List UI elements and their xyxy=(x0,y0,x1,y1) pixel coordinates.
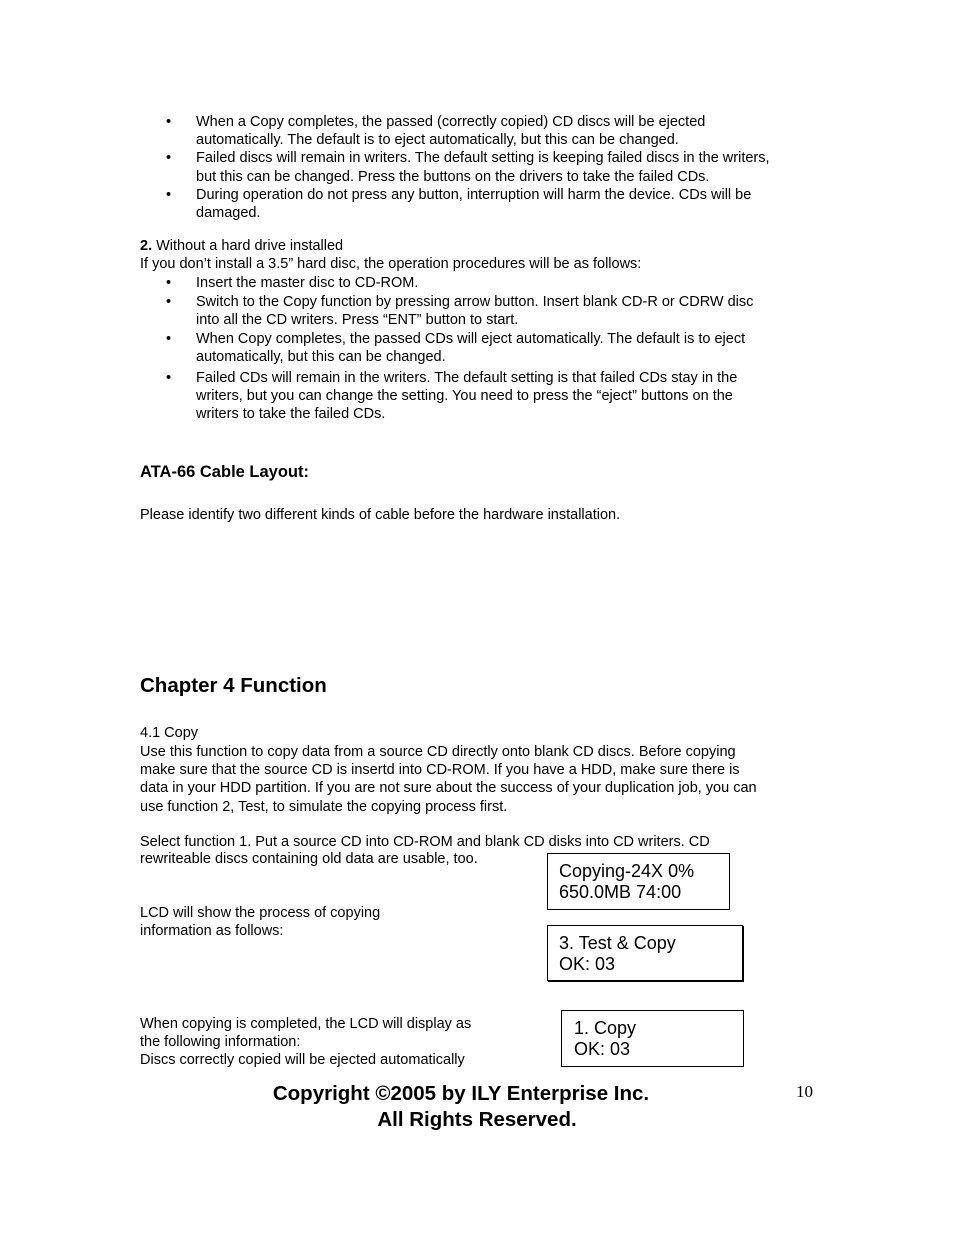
bullet-icon: • xyxy=(166,150,172,167)
copy-description xyxy=(140,743,757,816)
cable-text: Please identify two different kinds of cable before the hardware installation. xyxy=(140,507,621,523)
bullet-icon: • xyxy=(166,330,172,347)
paragraph-line: rewriteable discs containing old data are usable, too. xyxy=(140,851,478,868)
paragraph-line: Discs correctly copied will be ejected automatically xyxy=(140,1052,465,1069)
section-number: 2. xyxy=(140,238,153,254)
cable-heading: ATA-66 Cable Layout: xyxy=(140,463,309,481)
paragraph-line: Use this function to copy data from a source CD directly onto blank CD discs. Before copying xyxy=(140,744,736,760)
list-item-text: Switch to the Copy function by pressing arrow button. Insert blank CD-R or CDRW disc xyxy=(196,294,754,311)
list-item-text: When Copy completes, the passed CDs will eject automatically. The default is to eject xyxy=(196,330,746,347)
lcd-line: 1. Copy xyxy=(574,1018,637,1038)
paragraph-line: make sure that the source CD is insertd into CD-ROM. If you have a HDD, make sure there is xyxy=(140,762,740,779)
completion-text xyxy=(140,1015,471,1070)
bullet-icon: • xyxy=(166,294,172,311)
lcd-test-copy-screen xyxy=(547,925,743,981)
list-item-text: writers, but you can change the setting. You need to press the “eject” buttons on the xyxy=(196,388,733,405)
list-item xyxy=(140,149,840,185)
lcd-line: 650.0MB 74:00 xyxy=(559,882,682,902)
section-2-intro: If you don’t install a 3.5” hard disc, the operation procedures will be as follows: xyxy=(140,256,642,272)
section-2-bullet-list xyxy=(140,274,840,424)
list-item xyxy=(140,274,840,292)
section-title: Without a hard drive installed xyxy=(152,238,344,254)
lcd-line: 3. Test & Copy xyxy=(559,933,676,953)
list-item-text: Insert the master disc to CD-ROM. xyxy=(196,275,419,291)
lcd-copying-screen xyxy=(547,853,730,910)
paragraph-line: information as follows: xyxy=(140,923,284,940)
list-item-text: automatically. The default is to eject automatically, but this can be changed. xyxy=(196,132,679,149)
list-item xyxy=(140,330,840,366)
bullet-icon: • xyxy=(166,275,172,291)
list-item xyxy=(140,186,840,222)
list-item-text: During operation do not press any button, interruption will harm the device. CDs will be xyxy=(196,186,752,203)
paragraph-line: When copying is completed, the LCD will display as xyxy=(140,1016,472,1032)
list-item xyxy=(140,113,840,149)
list-item-text: into all the CD writers. Press “ENT” button to start. xyxy=(196,312,519,329)
bullet-icon: • xyxy=(166,186,172,203)
bullet-icon: • xyxy=(166,114,172,130)
chapter-title: Chapter 4 Function xyxy=(140,674,327,697)
lcd-line: OK: 03 xyxy=(574,1039,631,1059)
list-item-text: automatically, but this can be changed. xyxy=(196,348,446,365)
rights-line: All Rights Reserved. xyxy=(377,1108,577,1131)
list-item-text: Failed discs will remain in writers. The default setting is keeping failed discs in the writers, xyxy=(196,150,770,167)
top-bullet-list xyxy=(140,113,840,222)
paragraph-line: LCD will show the process of copying xyxy=(140,905,381,921)
copyright-line: Copyright ©2005 by ILY Enterprise Inc. xyxy=(272,1082,650,1105)
list-item-text: damaged. xyxy=(196,205,261,222)
lcd-line: Copying-24X 0% xyxy=(559,861,695,881)
bullet-icon: • xyxy=(166,370,172,387)
page-number: 10 xyxy=(796,1082,813,1101)
lcd-copy-complete-screen xyxy=(561,1010,744,1067)
list-item-text: Failed CDs will remain in the writers. The default setting is that failed CDs stay in the xyxy=(196,370,738,387)
paragraph-line: data in your HDD partition. If you are not sure about the success of your duplication job, you can xyxy=(140,780,757,797)
section-2-heading xyxy=(140,237,343,255)
list-item-text: When a Copy completes, the passed (correctly copied) CD discs will be ejected xyxy=(196,114,706,130)
paragraph-line: use function 2, Test, to simulate the copying process first. xyxy=(140,798,508,815)
list-item-text: but this can be changed. Press the buttons on the drivers to take the failed CDs. xyxy=(196,168,710,185)
paragraph-line: Select function 1. Put a source CD into CD-ROM and blank CD disks into CD writers. CD xyxy=(140,834,710,850)
list-item xyxy=(140,369,840,424)
subsection-title: 4.1 Copy xyxy=(140,725,199,741)
lcd-intro-text xyxy=(140,904,380,940)
list-item-text: writers to take the failed CDs. xyxy=(196,406,386,423)
lcd-line: OK: 03 xyxy=(559,954,616,974)
paragraph-line: the following information: xyxy=(140,1034,301,1051)
list-item xyxy=(140,293,840,329)
